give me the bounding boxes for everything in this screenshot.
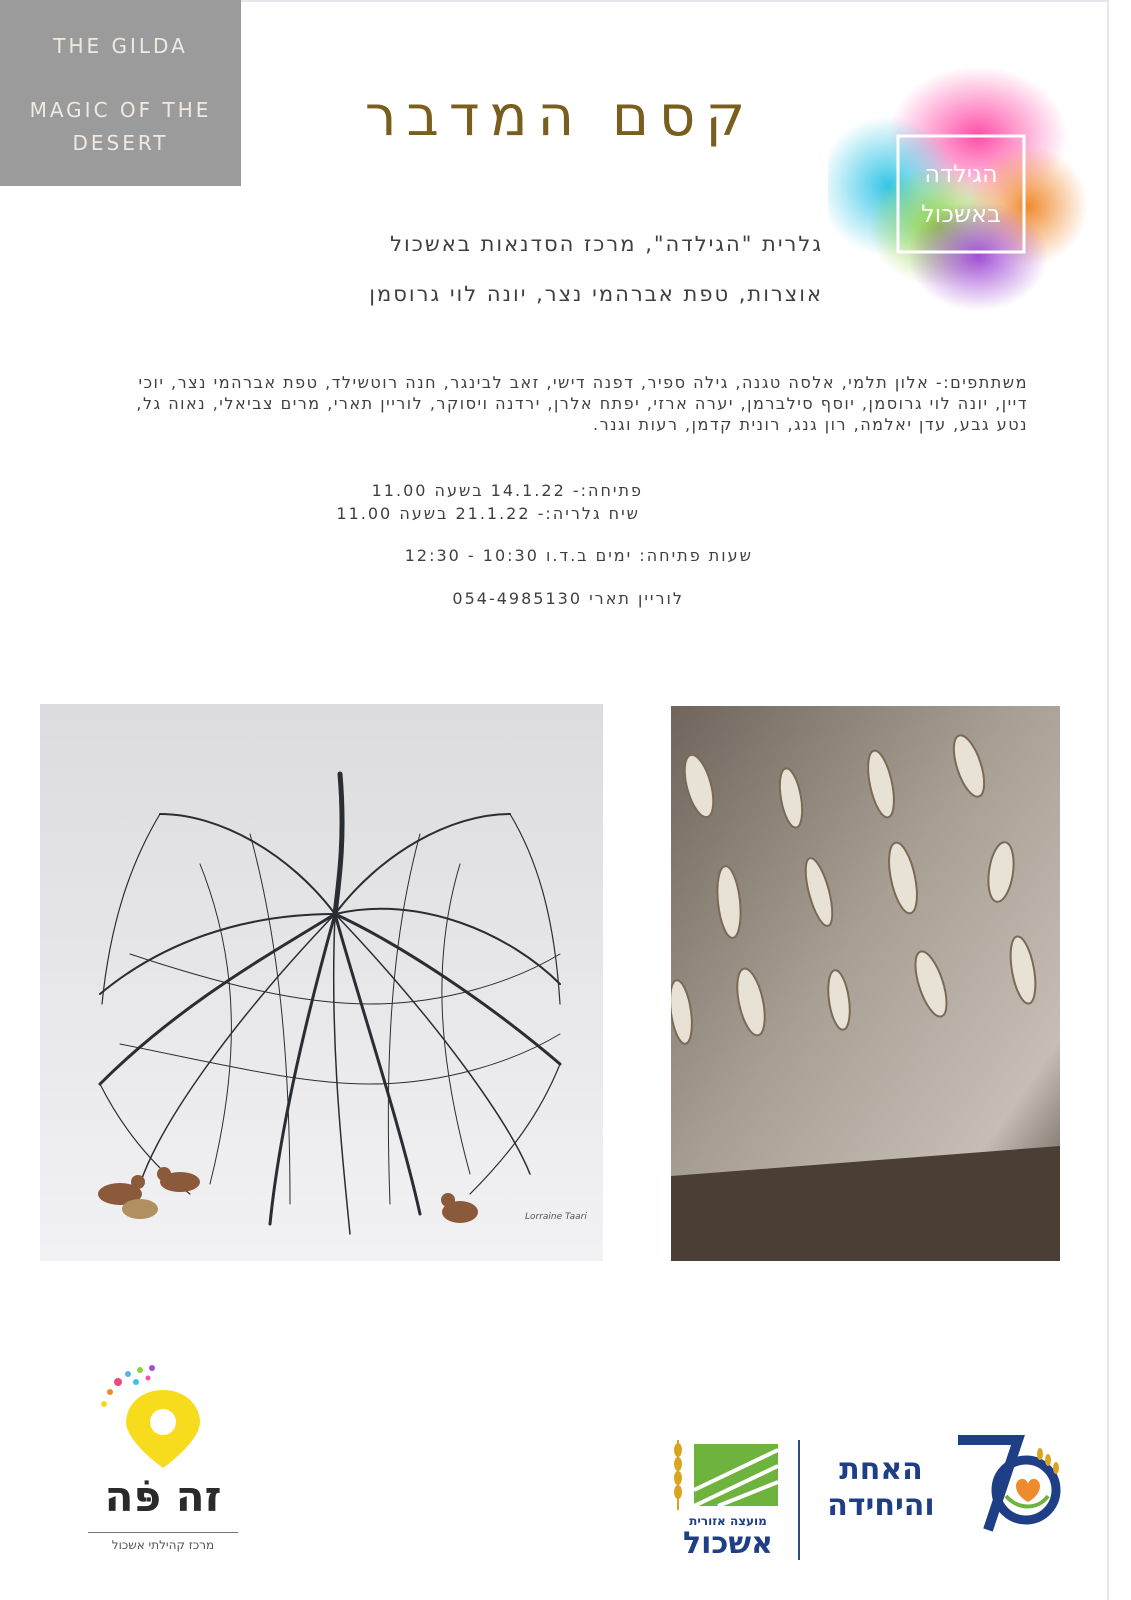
artwork-signature: Lorraine Taari — [525, 1212, 587, 1222]
logos-divider — [798, 1440, 800, 1560]
unity-line1: האחת — [839, 1452, 923, 1487]
ze-po-logo — [88, 1360, 238, 1560]
location-pin-icon — [88, 1360, 238, 1470]
council-logos — [668, 1430, 1078, 1570]
gallery-line: גלרית "הגילדה", מרכז הסדנאות באשכול — [390, 232, 823, 256]
ze-po-title: זה פֹּה — [104, 1472, 222, 1521]
splash-logo-line1: הגילדה — [924, 160, 998, 188]
seventy-emblem-icon — [948, 1430, 1068, 1540]
curators-line: אוצרות, טפת אברהמי נצר, יונה לוי גרוסמן — [369, 282, 823, 306]
artwork-tree-painting — [40, 704, 603, 1261]
opening-date: פתיחה:- 14.1.22 בשעה 11.00 — [371, 481, 643, 500]
exhibition-title: קסם המדבר — [364, 84, 756, 149]
council-small-label: מועצה אזורית — [689, 1514, 767, 1528]
unity-line2: והיחידה — [827, 1488, 935, 1523]
council-big-label: אשכול — [682, 1526, 774, 1561]
gallery-talk-date: שיח גלריה:- 21.1.22 בשעה 11.00 — [336, 504, 640, 523]
gilda-splash-logo — [828, 56, 1088, 326]
ze-po-subtitle: מרכז קהילתי אשכול — [111, 1538, 215, 1552]
wheat-field-icon — [668, 1430, 788, 1520]
logo-divider — [88, 1532, 238, 1533]
eshkol-council-logo — [668, 1514, 788, 1561]
participants-list: משתתפים:- אלון תלמי, אלסה טגנה, גילה ספיר, דפנה דישי, זאב לבינגר, חנה רוטשילד, טפת אברהמי נצר, יוכי דיין, יונה לוי גרוסמן, יוסף סילברמן, יערה ארזי, יפתח אלרן, ירדנה ויסוקר, לוריין תארי, מרים צביאלי, נאוה גל, נטע גבע, עדן יאלמה, רון גנג, רונית קדמן, רעות וגנר. — [136, 373, 1028, 434]
english-title-line3: DESERT — [72, 131, 169, 155]
opening-hours: שעות פתיחה: ימים ב.ד.ו 10:30 - 12:30 — [404, 546, 753, 565]
english-title-line2: MAGIC OF THE — [29, 98, 212, 122]
english-title-box — [0, 0, 241, 186]
english-title-line1: THE GILDA — [53, 34, 188, 58]
artwork-seeds-sculpture — [671, 706, 1060, 1261]
unity-logo — [816, 1452, 946, 1524]
splash-logo-line2: באשכול — [921, 200, 1001, 228]
contact-phone: לוריין תארי 054-4985130 — [452, 589, 684, 608]
